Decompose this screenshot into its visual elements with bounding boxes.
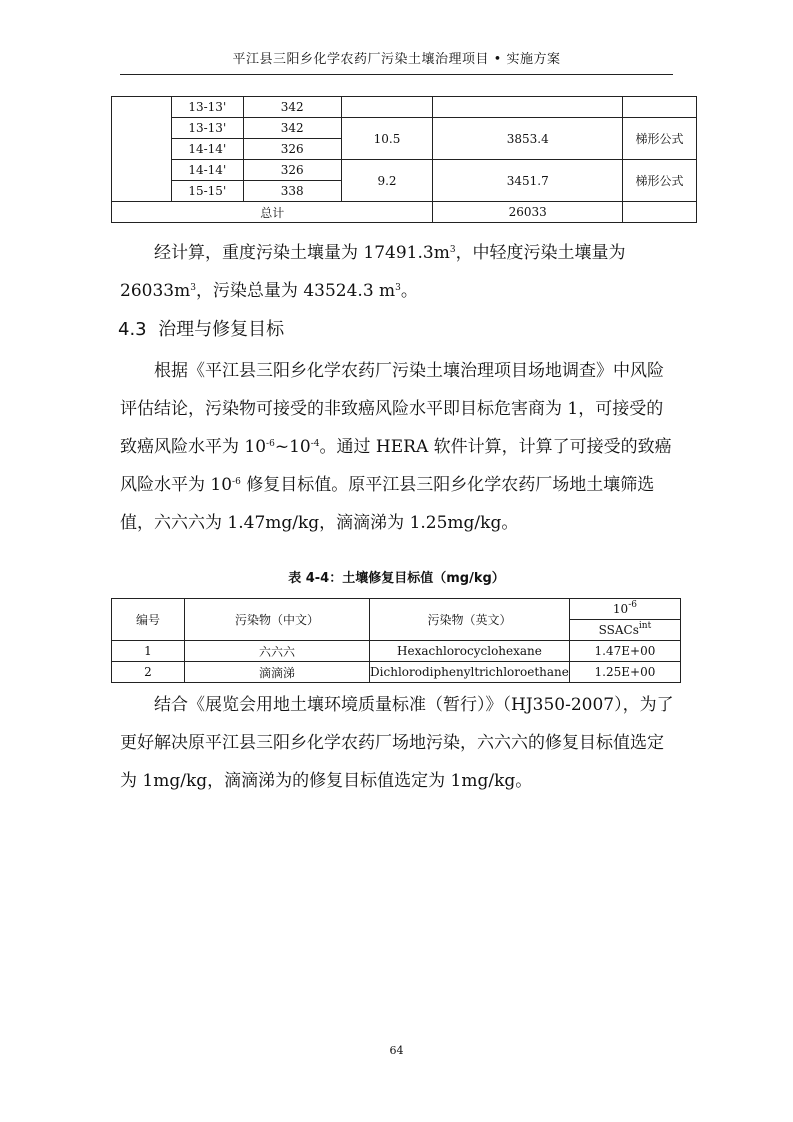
merged-cell	[112, 97, 172, 202]
value-cell: 1.25E+00	[569, 662, 680, 683]
cn-cell: 六六六	[184, 641, 369, 662]
total-value: 26033	[433, 202, 623, 223]
header-risk: $10^{-6}$	[569, 599, 680, 620]
header-en: 污染物（英文）	[370, 599, 570, 641]
total-label: 总计	[112, 202, 433, 223]
soil-volume-table	[111, 96, 697, 223]
method-cell: 梯形公式	[623, 118, 697, 160]
section-cell: 15-15'	[171, 181, 243, 202]
risk-paragraph: 根据《平江县三阳乡化学农药厂污染土壤治理项目场地调查》中风险评估结论，污染物可接受的非致癌风险水平即目标危害商为 1，可接受的致癌风险水平为 $10^{-6}\sim 10^{-4}$。通过 HERA 软件计算，计算了可接受的致癌风险水平为 $10^{-6}$ 修复目标值。原平江县三阳乡化学农药厂场地土壤筛选值，六六六为 1.47mg/kg，滴滴涕为 1.25mg/kg。	[120, 361, 672, 533]
header-row	[112, 599, 681, 620]
section-cell: 13-13'	[171, 97, 243, 118]
volume-cell: 3853.4	[433, 118, 623, 160]
method-cell	[623, 97, 697, 118]
section-heading: 4.3 治理与修复目标	[118, 319, 285, 340]
distance-cell: 9.2	[341, 160, 433, 202]
area-cell: 342	[243, 118, 341, 139]
en-cell: Dichlorodiphenyltrichloroethane	[370, 662, 570, 683]
section-cell: 14-14'	[171, 139, 243, 160]
cn-cell: 滴滴涕	[184, 662, 369, 683]
no-cell: 2	[112, 662, 185, 683]
header-no: 编号	[112, 599, 185, 641]
conclusion-paragraph: 结合《展览会用地土壤环境质量标准（暂行）》（HJ350-2007），为了更好解决原平江县三阳乡化学农药厂场地污染，六六六的修复目标值选定为 1mg/kg，滴滴涕为的修复目标值选定为 1mg/kg。	[120, 695, 674, 791]
table-caption: 表 4-4：土壤修复目标值（mg/kg）	[288, 571, 505, 586]
distance-cell	[341, 97, 433, 118]
method-cell: 梯形公式	[623, 160, 697, 202]
area-cell: 326	[243, 139, 341, 160]
page-header: 平江县三阳乡化学农药厂污染土壤治理项目 • 实施方案	[232, 52, 561, 67]
header-cn: 污染物（中文）	[184, 599, 369, 641]
volume-summary: 经计算，重度污染土壤量为 $17491.3m^3$，中轻度污染土壤量为 $26033m^3$，污染总量为 43524.3 $m^3$。	[120, 243, 626, 301]
section-cell: 14-14'	[171, 160, 243, 181]
volume-cell: 3451.7	[433, 160, 623, 202]
table-row	[112, 97, 697, 118]
distance-cell: 10.5	[341, 118, 433, 160]
no-cell: 1	[112, 641, 185, 662]
en-cell: Hexachlorocyclohexane	[370, 641, 570, 662]
target-values-table	[111, 598, 681, 683]
area-cell: 338	[243, 181, 341, 202]
area-cell: 342	[243, 97, 341, 118]
volume-cell	[433, 97, 623, 118]
section-cell: 13-13'	[171, 118, 243, 139]
total-empty-cell	[623, 202, 697, 223]
table-row	[112, 118, 697, 139]
table-row	[112, 662, 681, 683]
area-cell: 326	[243, 160, 341, 181]
table-row	[112, 160, 697, 181]
header-ssacs: SSACs$^{int}$	[569, 620, 680, 641]
page-number: 64	[389, 1044, 404, 1057]
header-rule	[120, 74, 673, 75]
total-row	[112, 202, 697, 223]
table-row	[112, 641, 681, 662]
value-cell: 1.47E+00	[569, 641, 680, 662]
